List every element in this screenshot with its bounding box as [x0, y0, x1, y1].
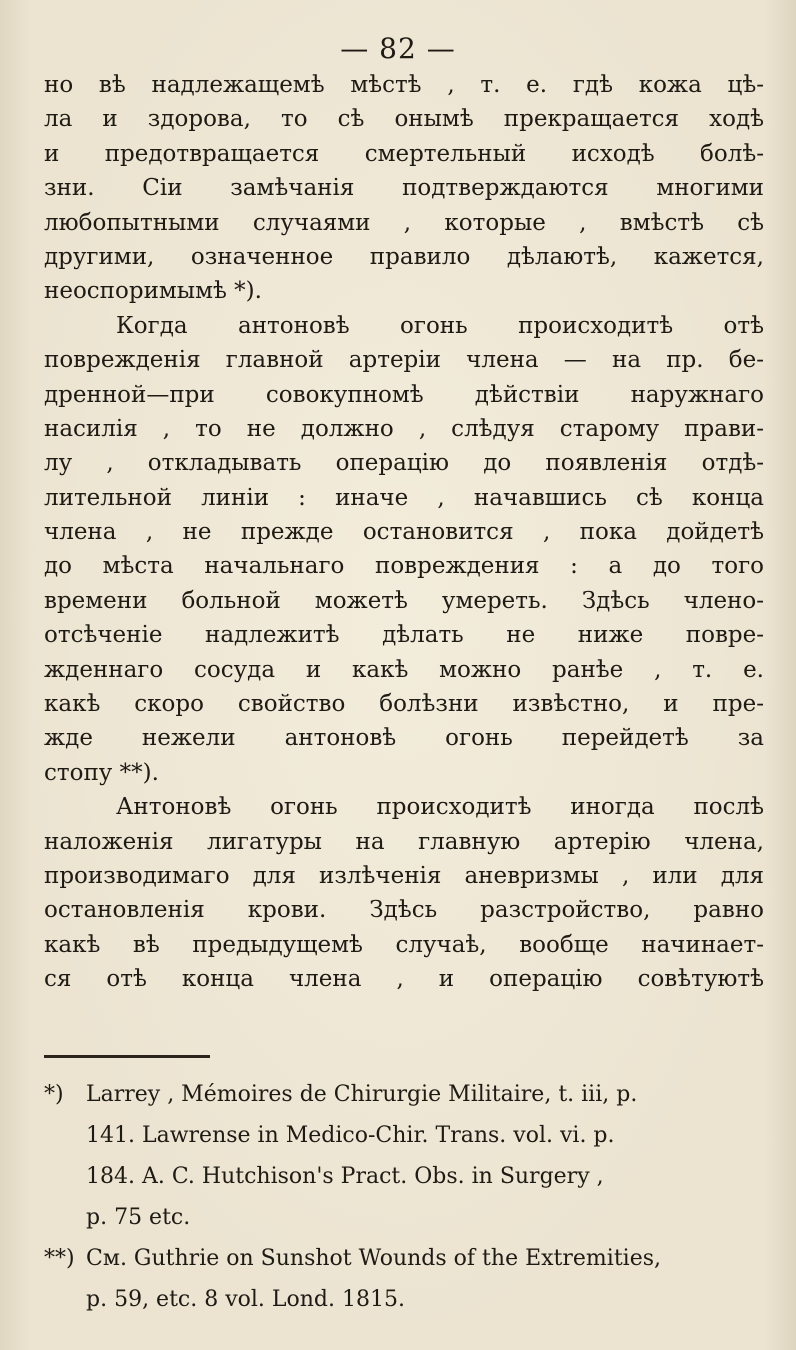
text-line-23: наложенія лигатуры на главную артерію члена,	[44, 828, 764, 855]
text-line-19: какѣ скоро свойство болѣзни извѣстно, и пре-	[44, 691, 764, 718]
text-line-16: времени больной можетѣ умереть. Здѣсь члено-	[44, 587, 764, 614]
text-line-2: ла и здорова, то сѣ онымѣ прекращается ходѣ	[44, 106, 764, 133]
footnote-divider	[44, 1055, 210, 1058]
text-line-27: ся отѣ конца члена , и операцію совѣтуютѣ	[44, 966, 764, 993]
text-line-18: жденнаго сосуда и какѣ можно ранѣе , т. е.	[44, 656, 764, 683]
text-line-8: Когда антоновѣ огонь происходитѣ отѣ	[116, 312, 764, 339]
text-line-6: другими, означенное правило дѣлаютѣ, кажется,	[44, 243, 764, 270]
text-line-14: члена , не прежде остановится , пока дойдетѣ	[44, 519, 764, 546]
body-text	[44, 68, 764, 997]
text-line-7: неоспоримымѣ *).	[44, 278, 262, 305]
footnote-2-text-2: p. 59, etc. 8 vol. Lond. 1815.	[86, 1287, 405, 1312]
footnote-1-mark: *)	[44, 1082, 64, 1107]
text-line-25: остановленія крови. Здѣсь разстройство, равно	[44, 897, 764, 924]
footnote-1-text-1: Larrey , Mémoires de Chirurgie Militaire, t. iii, p.	[86, 1082, 638, 1107]
text-line-4: зни. Сіи замѣчанія подтверждаются многими	[44, 175, 764, 202]
text-line-11: насилія , то не должно , слѣдуя старому прави-	[44, 415, 764, 442]
text-line-9: поврежденія главной артеріи члена — на пр. бе-	[44, 347, 764, 374]
text-line-15: до мѣста начальнаго повреждения : а до того	[44, 553, 764, 580]
text-line-24: производимаго для излѣченія аневризмы , или для	[44, 862, 764, 889]
text-line-22: Антоновѣ огонь происходитѣ иногда послѣ	[116, 794, 764, 821]
text-line-12: лу , откладывать операцію до появленія отдѣ-	[44, 450, 764, 477]
footnote-1-line-1	[44, 1074, 764, 1115]
footnote-2-text-1: См. Guthrie on Sunshot Wounds of the Extremities,	[86, 1246, 661, 1271]
text-line-1: но вѣ надлежащемѣ мѣстѣ , т. е. гдѣ кожа цѣ-	[44, 72, 764, 98]
text-line-17: отсѣченіе надлежитѣ дѣлать не ниже повре-	[44, 622, 764, 649]
text-line-10: дренной—при совокупномѣ дѣйствіи наружнаго	[44, 381, 764, 408]
text-line-21: стопу **).	[44, 759, 159, 786]
page-number: — 82 —	[340, 32, 456, 65]
text-line-26: какѣ вѣ предыдущемѣ случаѣ, вообще начинает-	[44, 931, 764, 958]
footnote-1-text-4: p. 75 etc.	[86, 1205, 191, 1230]
footnote-2-mark: **)	[44, 1246, 75, 1271]
text-line-13: лительной линіи : иначе , начавшись сѣ конца	[44, 484, 764, 511]
text-line-20: жде нежели антоновѣ огонь перейдетѣ за	[44, 725, 764, 752]
footnote-1-text-3: 184. A. C. Hutchison's Pract. Obs. in Surgery ,	[86, 1164, 604, 1189]
text-line-5: любопытными случаями , которые , вмѣстѣ сѣ	[44, 209, 764, 236]
footnotes	[44, 1074, 764, 1320]
footnote-1-text-2: 141. Lawrense in Medico-Chir. Trans. vol. vi. p.	[86, 1123, 615, 1148]
text-line-3: и предотвращается смертельный исходѣ болѣ-	[44, 140, 764, 167]
footnote-2-line-1	[44, 1238, 764, 1279]
